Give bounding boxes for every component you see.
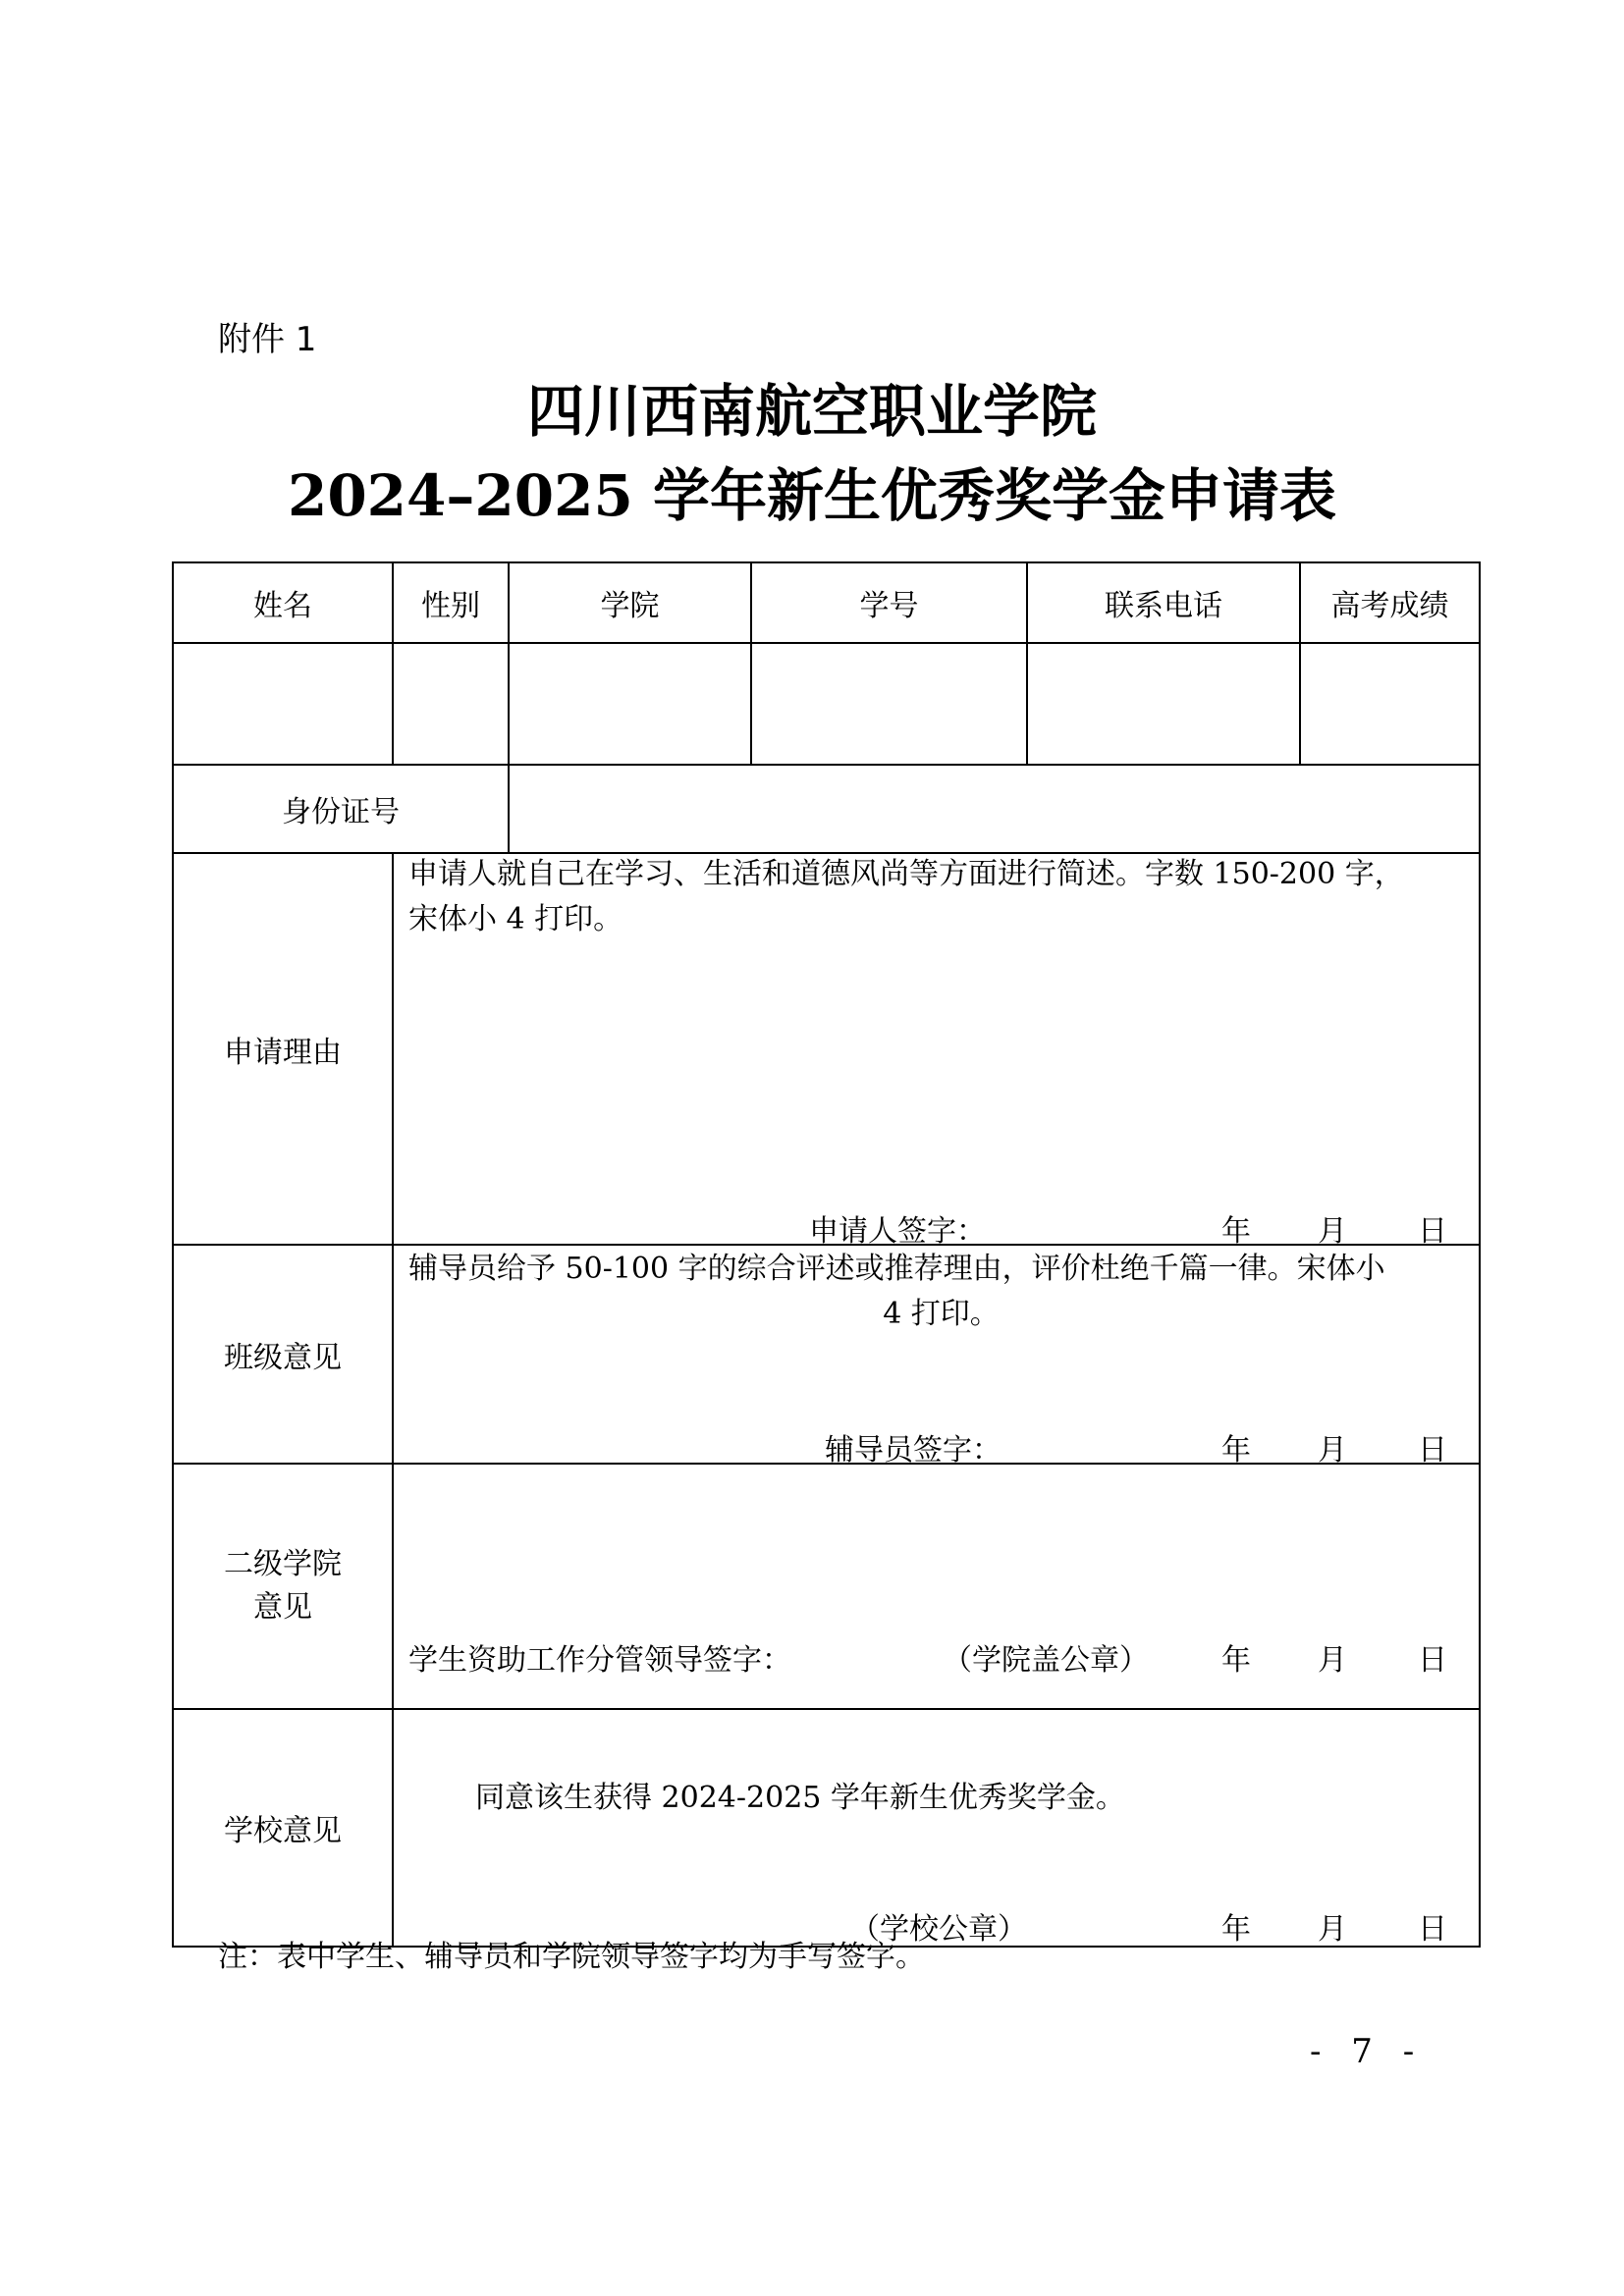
name-field[interactable] [173, 643, 393, 765]
class-instruction-line1: 辅导员给予 50-100 字的综合评述或推荐理由，评价杜绝千篇一律。宋体小 [408, 1252, 1385, 1286]
class-month-label: 月 [1318, 1433, 1347, 1468]
reason-instruction-line1: 申请人就自己在学习、生活和道德风尚等方面进行简述。字数 150-200 字， [408, 857, 1404, 891]
reason-month-label: 月 [1318, 1214, 1347, 1249]
counselor-signature-label: 辅导员签字： [825, 1433, 1001, 1468]
class-instruction [408, 1247, 1474, 1337]
document-subtitle: 2024–2025 学年新生优秀奖学金申请表 [287, 462, 1337, 529]
class-instruction-line2: 4 打印。 [883, 1297, 1000, 1331]
reason-day-label: 日 [1418, 1214, 1447, 1249]
reason-instruction [408, 852, 1474, 942]
reason-year-label: 年 [1221, 1214, 1251, 1249]
header-college: 学院 [600, 589, 660, 623]
college-opinion-label-line1: 二级学院 [224, 1547, 342, 1581]
reason-instruction-line2: 宋体小 4 打印。 [408, 902, 623, 936]
id-number-field[interactable] [509, 765, 1480, 853]
footnote: 注：表中学生、辅导员和学院领导签字均为手写签字。 [218, 1940, 925, 1974]
header-gender: 性别 [421, 589, 480, 623]
header-name: 姓名 [253, 589, 312, 623]
college-year-label: 年 [1221, 1643, 1251, 1678]
college-seal-label: （学院盖公章） [943, 1643, 1149, 1678]
applicant-signature-label: 申请人签字： [809, 1214, 986, 1249]
page-number: - 7 - [1310, 2032, 1425, 2071]
phone-field[interactable] [1027, 643, 1300, 765]
student-id-field[interactable] [751, 643, 1027, 765]
header-student-id: 学号 [859, 589, 919, 623]
reason-label: 申请理由 [224, 1035, 342, 1070]
class-day-label: 日 [1418, 1433, 1447, 1468]
header-phone: 联系电话 [1105, 589, 1222, 623]
gender-field[interactable] [393, 643, 509, 765]
id-number-label: 身份证号 [282, 795, 400, 829]
college-opinion-label [173, 1464, 393, 1709]
school-day-label: 日 [1418, 1912, 1447, 1947]
college-month-label: 月 [1318, 1643, 1347, 1678]
school-opinion-label: 学校意见 [224, 1814, 342, 1848]
class-opinion-label: 班级意见 [224, 1340, 342, 1375]
college-field[interactable] [509, 643, 751, 765]
school-statement: 同意该生获得 2024-2025 学年新生优秀奖学金。 [475, 1781, 1125, 1815]
college-day-label: 日 [1418, 1643, 1447, 1678]
document-title: 四川西南航空职业学院 [526, 378, 1097, 445]
college-opinion-label-line2: 意见 [253, 1590, 312, 1625]
class-year-label: 年 [1221, 1433, 1251, 1468]
school-seal-label: （学校公章） [850, 1912, 1027, 1947]
school-year-label: 年 [1221, 1912, 1251, 1947]
school-month-label: 月 [1318, 1912, 1347, 1947]
college-leader-signature-label: 学生资助工作分管领导签字： [408, 1643, 791, 1678]
exam-score-field[interactable] [1300, 643, 1480, 765]
header-exam-score: 高考成绩 [1330, 589, 1449, 623]
attachment-label: 附件 1 [218, 320, 317, 359]
